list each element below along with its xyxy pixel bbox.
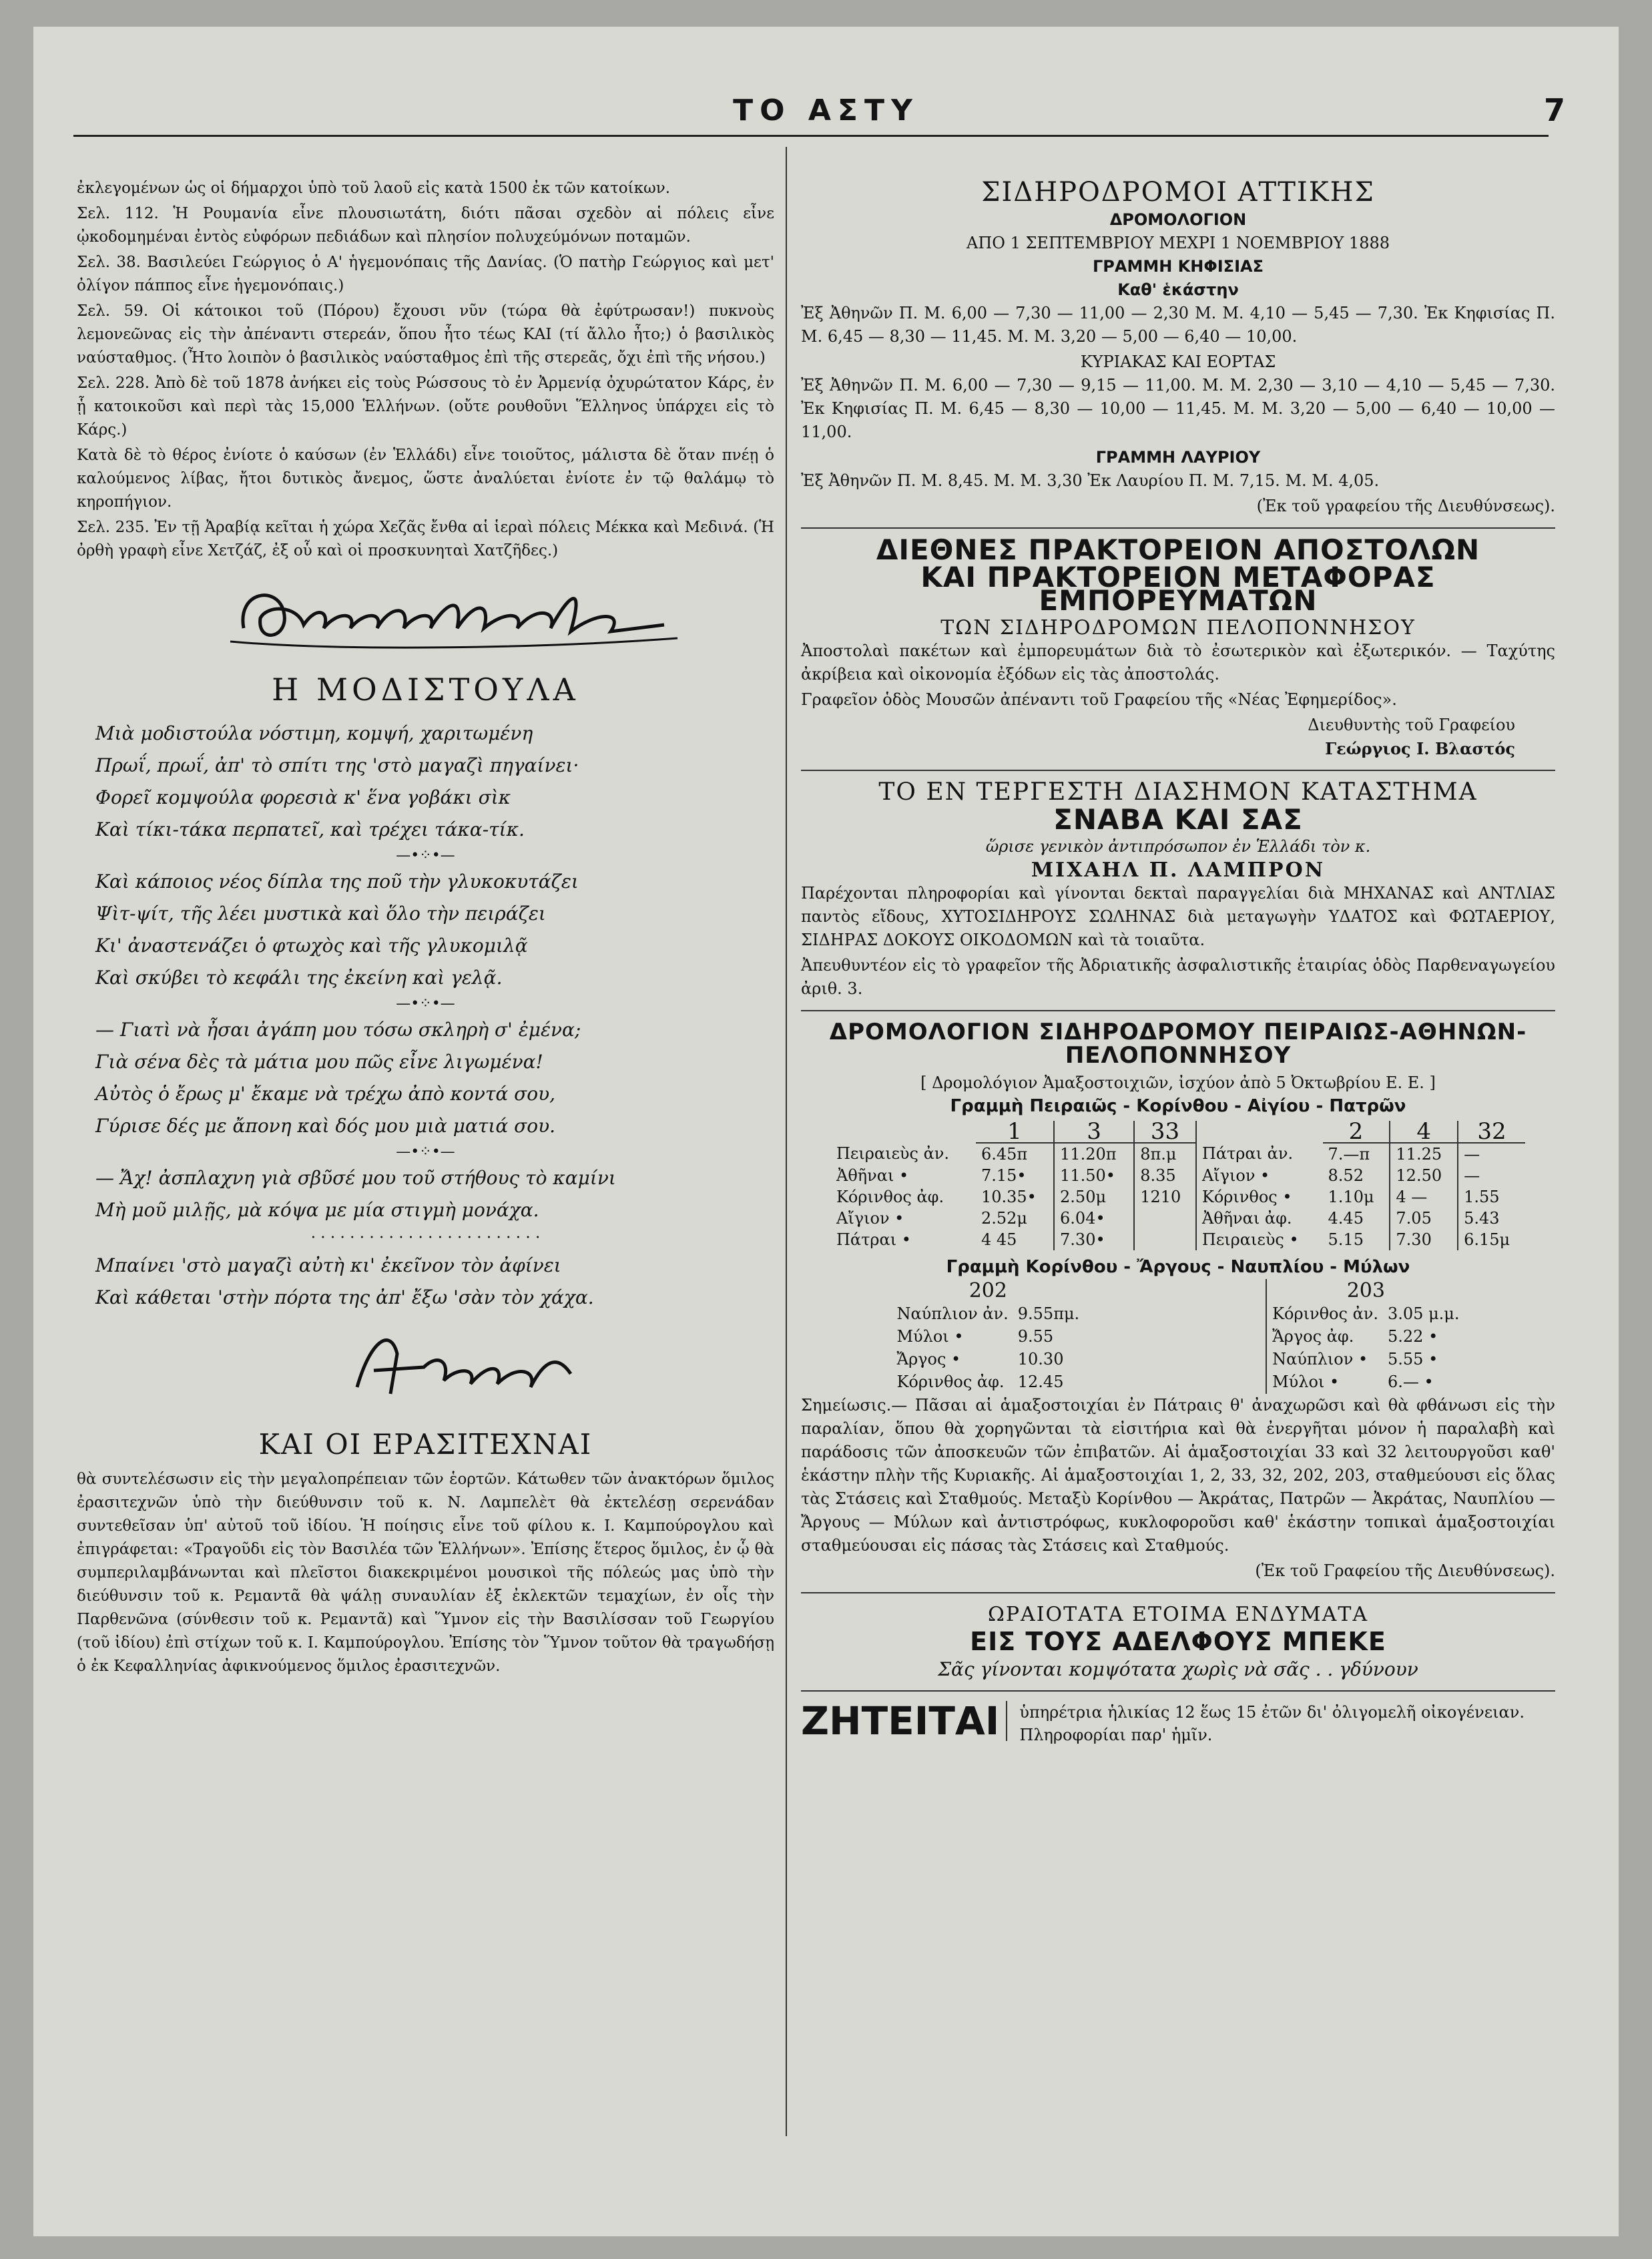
poem-line: Αὐτὸς ὁ ἔρως μ' ἔκαμε νὰ τρέχω ἀπὸ κοντά σου,: [95, 1083, 556, 1105]
lavrio-text: Ἐξ Ἀθηνῶν Π. Μ. 8,45. Μ. Μ. 3,30 Ἐκ Λαυρίου Π. Μ. 7,15. Μ. Μ. 4,05.: [801, 471, 1380, 490]
wanted-heading: ΖΗΤΕΙΤΑΙ: [801, 1701, 1007, 1741]
agency-director-label: Διευθυντὴς τοῦ Γραφείου: [1308, 716, 1515, 734]
time-cell: 1.55: [1458, 1186, 1525, 1208]
rail-period: ΑΠΟ 1 ΣΕΠΤΕΜΒΡΙΟΥ ΜΕΧΡΙ 1 ΝΟΕΜΒΡΙΟΥ 1888: [967, 234, 1390, 252]
time-cell: 8.35: [1134, 1165, 1196, 1186]
section-rule: [801, 1690, 1555, 1692]
station-name: Μύλοι •: [1272, 1372, 1340, 1391]
daily-label: Καθ' ἑκάστην: [1117, 280, 1239, 299]
time-cell: 3.05 μ.μ.: [1388, 1304, 1460, 1323]
note-paragraph: Σελ. 112. Ἡ Ρουμανία εἶνε πλουσιωτάτη, διότι πᾶσαι σχεδὸν αἱ πόλεις εἶνε ᾠκοδομημέναι ἐντὸς εὐφόρων πεδιάδων καὶ πλησίον πολυχεύμόνων ποταμῶν.: [77, 205, 774, 246]
train-number: 32: [1458, 1121, 1525, 1143]
table-row: [892, 1371, 1083, 1393]
table-row: [831, 1186, 1525, 1208]
newspaper-page: [33, 27, 1619, 2236]
agency-text: Ἀποστολαὶ πακέτων καὶ ἐμπορευμάτων διὰ τὸ ἐσωτερικὸν καὶ ἐξωτερικόν. — Ταχύτης ἀκρίβεια καὶ οἰκονομία ἐξόδων εἰς τὰς ἀποστολάς.: [801, 642, 1555, 684]
poem-line: Καὶ κάποιος νέος δίπλα της ποῦ τὴν γλυκοκυτάζει: [95, 870, 579, 893]
station-name: Ἄργος •: [896, 1350, 961, 1368]
lavrio-source: (Ἐκ τοῦ γραφείου τῆς Διευθύνσεως).: [1256, 497, 1555, 515]
agency-director: Γεώργιος Ι. Βλαστός: [1325, 739, 1515, 758]
line2-right-table: [1266, 1279, 1464, 1394]
time-cell: 11.25: [1390, 1143, 1458, 1165]
time-cell: 12.45: [1017, 1372, 1064, 1391]
time-cell: 1210: [1134, 1186, 1196, 1208]
poem-stanza: [77, 1250, 774, 1314]
line1-heading: Γραμμὴ Πειραιῶς - Κορίνθου - Αἰγίου - Πατρῶν: [950, 1096, 1406, 1116]
station-name: Ναύπλιον ἀν.: [896, 1304, 1009, 1323]
stanza-ornament: —•⁘•—: [396, 995, 455, 1012]
time-cell: 1.10μ: [1328, 1188, 1374, 1206]
time-cell: 11.50•: [1054, 1165, 1134, 1186]
clothes-brand: ΕΙΣ ΤΟΥΣ ΑΔΕΛΦΟΥΣ ΜΠΕΚΕ: [970, 1627, 1386, 1656]
time-cell: 5.55 •: [1388, 1350, 1438, 1368]
column-divider: [786, 147, 787, 2136]
train-number: 33: [1134, 1121, 1196, 1143]
time-cell: —: [1458, 1143, 1525, 1165]
train-number: 3: [1054, 1121, 1134, 1143]
note-paragraph: Κατὰ δὲ τὸ θέρος ἐνίοτε ὁ καύσων (ἐν Ἑλλάδι) εἶνε τοιοῦτος, μάλιστα δὲ ὅταν πνέῃ ὁ καλούμενος λίβας, ἤτοι δυτικὸς ἄνεμος, ὥστε ἀναλύεται ἐνίοτε ἐν τῷ θαλάμῳ τὸ κηροπήγιον.: [77, 447, 774, 511]
station-name: Κόρινθος ἀφ.: [836, 1188, 944, 1206]
signature-illustration: [77, 565, 774, 672]
author-signature: [77, 1314, 774, 1421]
line2-left-table: [891, 1279, 1085, 1394]
rail-subtitle: ΔΡΟΜΟΛΟΓΙΟΝ: [1109, 210, 1247, 229]
poem-line: Καὶ κάθεται 'στὴν πόρτα της ἀπ' ἔξω 'σὰν τὸν χάχα.: [95, 1286, 594, 1308]
table-row: [892, 1303, 1083, 1324]
poem-dots: · · · · · · · · · · · · · · · · · · · · · · · ·: [310, 1229, 541, 1246]
time-cell: [1134, 1229, 1196, 1250]
time-cell: 5.15: [1328, 1230, 1364, 1249]
poem-line: Ψὶτ-ψίτ, τῆς λέει μυστικὰ καὶ ὅλο τὴν πειράζει: [95, 903, 546, 925]
rail-title: ΣΙΔΗΡΟΔΡΟΜΟΙ ΑΤΤΙΚΗΣ: [981, 177, 1375, 208]
poem-line: Μὴ μοῦ μιλῇς, μὰ κόψα με μία στιγμὴ μονάχα.: [95, 1199, 539, 1221]
section-rule: [801, 527, 1555, 529]
note-paragraph: Σελ. 59. Οἱ κάτοικοι τοῦ (Πόρου) ἔχουσι νῦν (τώρα θὰ ἐφύτρωσαν!) πυκνοὺς λεμονεῶνας εἰς τὴν ἀπέναντι στερεάν, ὅπου ἦτο τέως ΚΑΙ (τί ἄλλο ἦτο;) ὁ βασιλικὸς ναύσταθμος. (Ἦτο λοιπὸν ὁ βασιλικὸς ναύσταθμος ἐπὶ τῆς στερεᾶς, ὄχι ἐπὶ τῆς νήσου.): [77, 302, 774, 366]
table-row: [1268, 1371, 1463, 1393]
station-name: Πάτραι ἀν.: [1196, 1143, 1323, 1165]
section-rule: [801, 770, 1555, 771]
section-rule: [801, 1010, 1555, 1011]
station-name: Πάτραι •: [836, 1230, 911, 1249]
train-number: 1: [976, 1121, 1054, 1143]
time-cell: 7.15•: [981, 1166, 1027, 1185]
time-cell: 6.— •: [1388, 1372, 1434, 1391]
table-row: [831, 1143, 1525, 1165]
poem-line: — Ἄχ! ἀσπλαχνη γιὰ σβῦσέ μου τοῦ στήθους τὸ καμίνι: [95, 1167, 616, 1189]
time-cell: 9.55πμ.: [1017, 1304, 1080, 1323]
trieste-subtitle: ὥρισε γενικὸν ἀντιπρόσωπον ἐν Ἑλλάδι τὸν κ.: [985, 837, 1371, 856]
clothes-subtitle: Σᾶς γίνονται κομψότατα χωρὶς νὰ σᾶς . . γδύνουν: [938, 1658, 1418, 1680]
remarks-paragraph: Σημείωσις.— Πᾶσαι αἱ ἁμαξοστοιχίαι ἐν Πάτραις θ' ἀναχωρῶσι καὶ θὰ φθάνωσι εἰς τὴν παραλίαν, ὅπου θὰ χορηγῶνται τὰ εἰσιτήρια καὶ θὰ ἐνεργῆται μόνον ἡ παραλαβὴ καὶ παράδοσις τῶν ἀποσκευῶν τῶν ἐπιβατῶν. Αἱ ἁμαξοστοιχίαι 33 καὶ 32 λειτουργοῦσι καθ' ἑκάστην πλὴν τῆς Κυριακῆς. Αἱ ἁμαξοστοιχίαι 1, 2, 33, 32, 202, 203, σταθμεύουσι εἰς ὅλας τὰς Στάσεις καὶ Σταθμούς. Μεταξὺ Κορίνθου — Ἀκράτας, Πατρῶν — Ἀκράτας, Ναυπλίου — Ἄργους — Μύλων καὶ ἀντιστρόφως, κυκλοφοροῦσι καθ' ἑκάστην τοπικαὶ ἁμαξοστοιχίαι σταθμεύουσαι εἰς πάσας τὰς Στάσεις καὶ Σταθμούς.: [801, 1396, 1555, 1555]
table-row: [1268, 1326, 1463, 1347]
time-cell: 2.52μ: [981, 1209, 1027, 1228]
trieste-address: Ἀπευθυντέον εἰς τὸ γραφεῖον τῆς Ἀδριατικῆς ἀσφαλιστικῆς ἑταιρίας ὁδὸς Παρθεναγωγείου ἀριθ. 3.: [801, 956, 1555, 998]
line1-timetable: [831, 1118, 1525, 1250]
clothes-title: ΩΡΑΙΟΤΑΤΑ ΕΤΟΙΜΑ ΕΝΔΥΜΑΤΑ: [987, 1603, 1368, 1626]
time-cell: 2.50μ: [1054, 1186, 1134, 1208]
time-cell: 7.—π: [1328, 1145, 1370, 1164]
station-name: Μύλοι •: [896, 1327, 964, 1346]
line2-timetable: [801, 1279, 1555, 1394]
poem-line: Μπαίνει 'στὸ μαγαζὶ αὐτὴ κι' ἐκεῖνον τὸν ἀφίνει: [95, 1254, 561, 1276]
left-column: [77, 177, 774, 1680]
wanted-ad: [801, 1698, 1555, 1746]
agency-office: Γραφεῖον ὁδὸς Μουσῶν ἀπέναντι τοῦ Γραφείου τῆς «Νέας Ἐφημερίδος».: [801, 690, 1397, 709]
time-cell: 8.52: [1328, 1166, 1364, 1185]
section-rule: [801, 1592, 1555, 1593]
note-paragraph: Σελ. 38. Βασιλεύει Γεώργιος ὁ Α' ἡγεμονόπαις τῆς Δανίας. (Ὁ πατὴρ Γεώργιος καὶ μετ' ὀλίγον πάππος εἶνε ἡγεμονόπαις.): [77, 254, 774, 294]
time-cell: 4 45: [981, 1230, 1017, 1249]
table-row: [892, 1348, 1083, 1370]
train-number: 2: [1323, 1121, 1390, 1143]
train-number: 4: [1390, 1121, 1458, 1143]
agency-line-3: ΤΩΝ ΣΙΔΗΡΟΔΡΟΜΩΝ ΠΕΛΟΠΟΝΝΗΣΟΥ: [940, 616, 1416, 640]
station-name: Ἀθῆναι •: [836, 1166, 909, 1185]
poem-stanza: [77, 866, 774, 994]
station-name: Πειραιεὺς •: [1196, 1229, 1323, 1250]
time-cell: 5.43: [1458, 1208, 1525, 1229]
train-number: 203: [1346, 1279, 1385, 1302]
poem-line: Πρωΐ, πρωΐ, ἀπ' τὸ σπίτι της 'στὸ μαγαζὶ πηγαίνει·: [95, 754, 579, 776]
agency-line-2: ΚΑΙ ΠΡΑΚΤΟΡΕΙΟΝ ΜΕΤΑΦΟΡΑΣ ΕΜΠΟΡΕΥΜΑΤΩΝ: [920, 561, 1436, 617]
signature-scribble: [77, 565, 774, 672]
note-paragraph: ἐκλεγομένων ὡς οἱ δήμαρχοι ὑπὸ τοῦ λαοῦ εἰς κατὰ 1500 ἐκ τῶν κατοίκων.: [77, 180, 671, 197]
poem-line: Γύρισε δές με ἄπονη καὶ δός μου μιὰ ματιά σου.: [95, 1115, 556, 1137]
time-cell: 10.35•: [981, 1188, 1037, 1206]
stanza-ornament: —•⁘•—: [396, 1144, 455, 1160]
lavrio-heading: ΓΡΑΜΜΗ ΛΑΥΡΙΟΥ: [1095, 448, 1261, 467]
kifisia-sundays: Ἐξ Ἀθηνῶν Π. Μ. 6,00 — 7,30 — 9,15 — 11,00. Μ. Μ. 2,30 — 3,10 — 4,10 — 5,45 — 7,30. Ἐκ Κηφισίας Π. Μ. 6,45 — 8,30 — 10,00 — 11,45. Μ. Μ. 3,20 — 5,00 — 6,40 — 10,00 — 11,00.: [801, 376, 1555, 441]
table-row: [831, 1165, 1525, 1186]
poem-line: Φορεῖ κομψούλα φορεσιὰ κ' ἕνα γοβάκι σὶκ: [95, 786, 511, 808]
timetable-header-row: [831, 1121, 1525, 1143]
poem-title: Η ΜΟΔΙΣΤΟΥΛΑ: [272, 672, 579, 708]
time-cell: 10.30: [1017, 1350, 1064, 1368]
time-cell: 7.30•: [1054, 1229, 1134, 1250]
kifisia-heading: ΓΡΑΜΜΗ ΚΗΦΙΣΙΑΣ: [1093, 257, 1264, 276]
table-row: [831, 1229, 1525, 1250]
table-row: [1268, 1348, 1463, 1370]
author-signature-scribble: [77, 1314, 774, 1414]
time-cell: 8π.μ: [1134, 1143, 1196, 1165]
station-name: Κόρινθος •: [1196, 1186, 1323, 1208]
poem-stanza: [77, 1162, 774, 1226]
line2-heading: Γραμμὴ Κορίνθου - Ἄργους - Ναυπλίου - Μύλων: [946, 1257, 1410, 1277]
table-row: [1268, 1303, 1463, 1324]
station-name: Ναύπλιον •: [1272, 1350, 1368, 1368]
train-number: 202: [969, 1279, 1007, 1302]
poem-line: Κι' ἀναστενάζει ὁ φτωχὸς καὶ τῆς γλυκομιλᾷ: [95, 935, 528, 957]
peloponnese-subtitle: [ Δρομολόγιον Ἀμαξοστοιχιῶν, ἰσχύον ἀπὸ 5 Ὀκτωβρίου Ε. Ε. ]: [920, 1073, 1436, 1092]
sundays-heading: ΚΥΡΙΑΚΑΣ ΚΑΙ ΕΟΡΤΑΣ: [1080, 352, 1276, 371]
time-cell: —: [1458, 1165, 1525, 1186]
peloponnese-title: ΔΡΟΜΟΛΟΓΙΟΝ ΣΙΔΗΡΟΔΡΟΜΟΥ ΠΕΙΡΑΙΩΣ-ΑΘΗΝΩΝ-ΠΕΛΟΠΟΝΝΗΣΟΥ: [829, 1019, 1527, 1069]
poem-line: Καὶ τίκι-τάκα περπατεῖ, καὶ τρέχει τάκα-τίκ.: [95, 818, 525, 840]
header-rule: [73, 135, 1549, 137]
station-name: Ἄργος ἀφ.: [1272, 1327, 1354, 1346]
newspaper-title: ΤΟ ΑΣΤΥ: [733, 93, 919, 128]
time-cell: 11.20π: [1054, 1143, 1134, 1165]
time-cell: 9.55: [1017, 1327, 1054, 1346]
time-cell: 5.22 •: [1388, 1327, 1438, 1346]
time-cell: 7.30: [1390, 1229, 1458, 1250]
trieste-text: Παρέχονται πληροφορίαι καὶ γίνονται δεκταὶ παραγγελίαι διὰ ΜΗΧΑΝΑΣ καὶ ΑΝΤΛΙΑΣ παντὸς εἴδους, ΧΥΤΟΣΙΔΗΡΟΥΣ ΣΩΛΗΝΑΣ διὰ μεταγωγὴν ΥΔΑΤΟΣ καὶ ΦΩΤΑΕΡΙΟΥ, ΣΙΔΗΡΑΣ ΔΟΚΟΥΣ ΟΙΚΟΔΟΜΩΝ καὶ τὰ τοιαῦτα.: [801, 884, 1555, 949]
station-name: Πειραιεὺς ἀν.: [836, 1144, 950, 1163]
amateurs-title: ΚΑΙ ΟΙ ΕΡΑΣΙΤΕΧΝΑΙ: [258, 1428, 593, 1461]
time-cell: 7.05: [1390, 1208, 1458, 1229]
right-column: [801, 177, 1555, 1746]
lampros-name: ΜΙΧΑΗΛ Π. ΛΑΜΠΡΟΝ: [1031, 858, 1326, 882]
poem-stanza: [77, 718, 774, 846]
poem-stanza: [77, 1014, 774, 1142]
remarks-source: (Ἐκ τοῦ Γραφείου τῆς Διευθύνσεως).: [1255, 1561, 1555, 1580]
time-cell: 6.45π: [981, 1145, 1028, 1164]
time-cell: 4 —: [1390, 1186, 1458, 1208]
trieste-title: ΤΟ ΕΝ ΤΕΡΓΕΣΤΗ ΔΙΑΣΗΜΟΝ ΚΑΤΑΣΤΗΜΑ: [878, 778, 1478, 806]
stanza-ornament: —•⁘•—: [396, 847, 455, 864]
station-name: Κόρινθος ἀφ.: [896, 1372, 1005, 1391]
station-name: Κόρινθος ἀν.: [1272, 1304, 1378, 1323]
time-cell: 12.50: [1390, 1165, 1458, 1186]
time-cell: [1134, 1208, 1196, 1229]
snava-brand: ΣΝΑΒΑ ΚΑΙ ΣΑΣ: [1053, 803, 1303, 836]
agency-line-1: ΔΙΕΘΝΕΣ ΠΡΑΚΤΟΡΕΙΟΝ ΑΠΟΣΤΟΛΩΝ: [876, 533, 1480, 566]
time-cell: 6.04•: [1054, 1208, 1134, 1229]
poem-line: — Γιατὶ νὰ ἦσαι ἀγάπη μου τόσω σκληρὴ σ' ἐμένα;: [95, 1019, 581, 1041]
page-number: 7: [1543, 92, 1565, 128]
station-name: Αἴγιον •: [836, 1209, 904, 1228]
table-row: [892, 1326, 1083, 1347]
table-row: [831, 1208, 1525, 1229]
wanted-text: ὑπηρέτρια ἡλικίας 12 ἕως 15 ἐτῶν δι' ὀλιγομελῆ οἰκογένειαν. Πληροφορίαι παρ' ἡμῖν.: [1019, 1703, 1525, 1744]
time-cell: 6.15μ: [1458, 1229, 1525, 1250]
kifisia-daily: Ἐξ Ἀθηνῶν Π. Μ. 6,00 — 7,30 — 11,00 — 2,30 Μ. Μ. 4,10 — 5,45 — 7,30. Ἐκ Κηφισίας Π. Μ. 6,45 — 8,30 — 11,45. Μ. Μ. 3,20 — 5,00 — 6,40 — 10,00.: [801, 304, 1555, 346]
note-paragraph: Σελ. 235. Ἐν τῇ Ἀραβίᾳ κεῖται ἡ χώρα Χεζᾶς ἔνθα αἱ ἱεραὶ πόλεις Μέκκα καὶ Μεδινά. (Ἡ ὀρθὴ γραφὴ εἶνε Χετζάζ, ἐξ οὗ καὶ οἱ προσκυνηταὶ Χατζῆδες.): [77, 519, 774, 559]
time-cell: 4.45: [1328, 1209, 1364, 1228]
poem-line: Γιὰ σένα δὲς τὰ μάτια μου πῶς εἶνε λιγωμένα!: [95, 1051, 543, 1073]
poem-line: Μιὰ μοδιστούλα νόστιμη, κομψή, χαριτωμένη: [95, 722, 533, 744]
poem-line: Καὶ σκύβει τὸ κεφάλι της ἐκείνη καὶ γελᾷ.: [95, 967, 503, 989]
station-name: Ἀθῆναι ἀφ.: [1196, 1208, 1323, 1229]
amateurs-paragraph: θὰ συντελέσωσιν εἰς τὴν μεγαλοπρέπειαν τῶν ἑορτῶν. Κάτωθεν τῶν ἀνακτόρων ὅμιλος ἐρασιτεχνῶν ὑπὸ τὴν διεύθυνσιν τοῦ κ. Ν. Λαμπελὲτ θὰ ἐκτελέσῃ σερενάδαν συντεθεῖσαν ὑπ' αὐτοῦ τοῦ ἰδίου. Ἡ ποίησις εἶνε τοῦ φίλου κ. Ι. Καμπούρογλου καὶ ἐπιγράφεται: «Τραγοῦδι εἰς τὸν Βασιλέα τῶν Ἑλλήνων». Ἐπίσης ἕτερος ὅμιλος, ἐν ᾧ θὰ συμπεριλαμβάνωνται καὶ πλεῖστοι διακεκριμένοι μουσικοὶ τῆς πόλεώς μας ὑπὸ τὴν διεύθυνσιν τοῦ κ. Ρεμαντᾶ θὰ ψάλῃ συναυλίαν ἐξ ἐκλεκτῶν τεμαχίων, ἐν οἷς τὴν Παρθενῶνα (σύνθεσιν τοῦ κ. Ρεμαντᾶ) καὶ Ὕμνον εἰς τὴν Βασιλίσσαν τοῦ Γεωργίου (τοῦ ἰδίου) ἐπὶ στίχων τοῦ κ. Ι. Καμπούρογλου. Ἐπίσης τὸν Ὕμνον τοῦτον θὰ τραγωδήσῃ ὁ ἐκ Κεφαλληνίας ἀφικνούμενος ὅμιλος ἐρασιτεχνῶν.: [77, 1471, 774, 1675]
note-paragraph: Σελ. 228. Ἀπὸ δὲ τοῦ 1878 ἀνήκει εἰς τοὺς Ρώσσους τὸ ἐν Ἀρμενίᾳ ὀχυρώτατον Κάρς, ἐν ᾗ κατοικοῦσι καὶ περὶ τὰς 15,000 Ἑλλήνων. (οὔτε ρουθοῦνι Ἕλληνος ὑπάρχει εἰς τὸ Κάρς.): [77, 374, 774, 439]
station-name: Αἴγιον •: [1196, 1165, 1323, 1186]
